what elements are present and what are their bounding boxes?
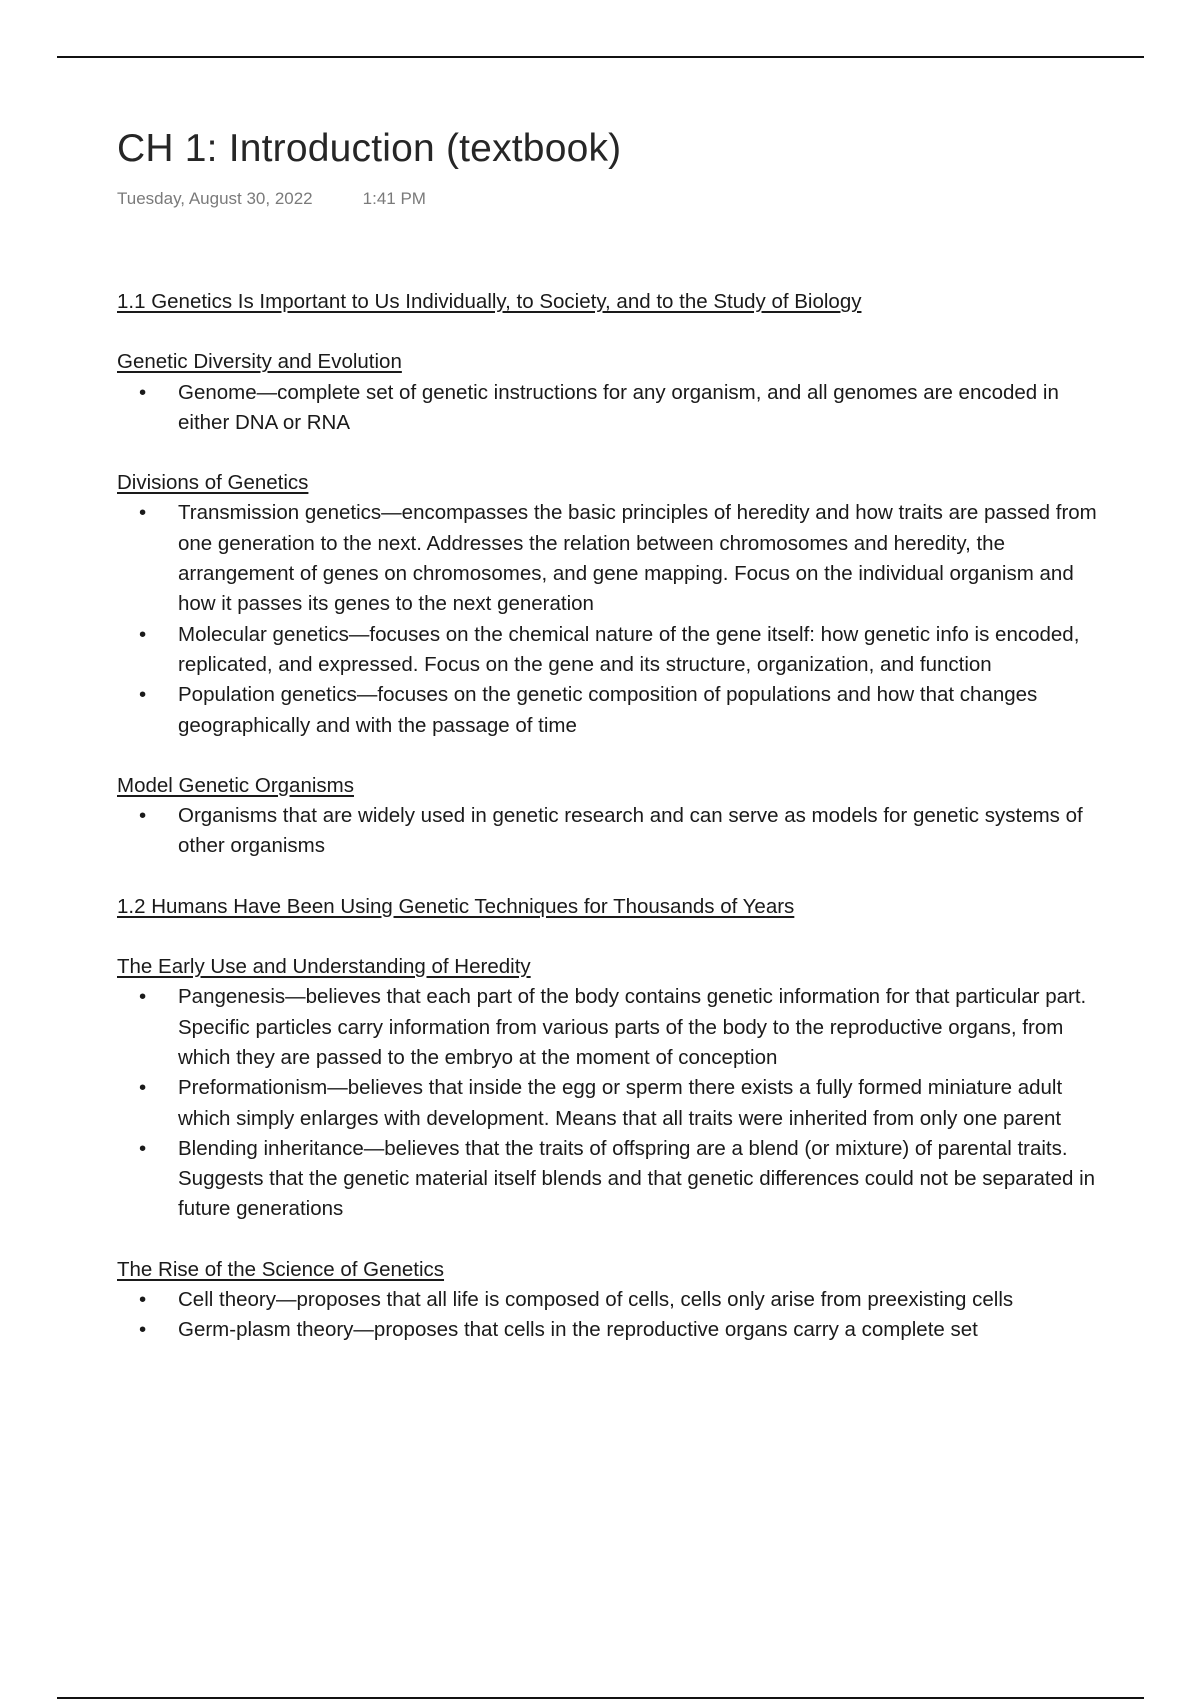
list-item: • Pangenesis—believes that each part of the body contains genetic information for that particular part. Specific particles carry information from various parts of the body to the reproductive organs, from which they are passed to the embryo at the moment of conception <box>117 982 1097 1073</box>
subheading-rise-of-genetics: The Rise of the Science of Genetics <box>117 1257 445 1281</box>
subheading-early-heredity: The Early Use and Understanding of Heredity <box>117 955 531 979</box>
list-item: • Preformationism—believes that inside the egg or sperm there exists a fully formed miniature adult which simply enlarges with development. Means that all traits were inherited from only one parent <box>117 1073 1097 1134</box>
section-heading-1-1: 1.1 Genetics Is Important to Us Individually, to Society, and to the Study of Biology <box>117 290 862 313</box>
subheading-model-organisms: Model Genetic Organisms <box>117 773 354 797</box>
top-rule <box>57 56 1144 58</box>
list-genetic-diversity <box>117 378 1097 439</box>
list-item: • Organisms that are widely used in genetic research and can serve as models for genetic systems of other organisms <box>117 801 1097 862</box>
list-item: • Genome—complete set of genetic instructions for any organism, and all genomes are encoded in either DNA or RNA <box>117 378 1097 439</box>
bottom-rule <box>57 1697 1144 1699</box>
list-item: • Blending inheritance—believes that the traits of offspring are a blend (or mixture) of parental traits. Suggests that the genetic material itself blends and that genetic differences could not be separated in future generations <box>117 1134 1097 1225</box>
page-title: CH 1: Introduction (textbook) <box>117 127 622 170</box>
list-model-organisms <box>117 801 1097 862</box>
note-body <box>117 287 1097 1472</box>
subheading-divisions: Divisions of Genetics <box>117 471 309 495</box>
list-early-heredity <box>117 982 1097 1224</box>
list-item: • Transmission genetics—encompasses the basic principles of heredity and how traits are passed from one generation to the next. Addresses the relation between chromosomes and heredity, the arrangement of genes on chromosomes, and gene mapping. Focus on the individual organism and how it passes its genes to the next generation <box>117 498 1097 619</box>
list-item: • Population genetics—focuses on the genetic composition of populations and how that changes geographically and with the passage of time <box>117 680 1097 741</box>
subheading-genetic-diversity: Genetic Diversity and Evolution <box>117 350 402 374</box>
list-rise-of-genetics <box>117 1285 1097 1346</box>
page-time: 1:41 PM <box>362 189 426 208</box>
list-item: • Cell theory—proposes that all life is composed of cells, cells only arise from preexisting cells <box>117 1285 1097 1315</box>
list-divisions <box>117 498 1097 740</box>
page-date: Tuesday, August 30, 2022 <box>117 189 313 208</box>
section-heading-1-2: 1.2 Humans Have Been Using Genetic Techniques for Thousands of Years <box>117 894 795 918</box>
list-item: • Molecular genetics—focuses on the chemical nature of the gene itself: how genetic info is encoded, replicated, and expressed. Focus on the gene and its structure, organization, and function <box>117 620 1097 681</box>
list-item: • Germ-plasm theory—proposes that cells in the reproductive organs carry a complete set <box>117 1315 1097 1345</box>
page-meta <box>117 189 426 209</box>
